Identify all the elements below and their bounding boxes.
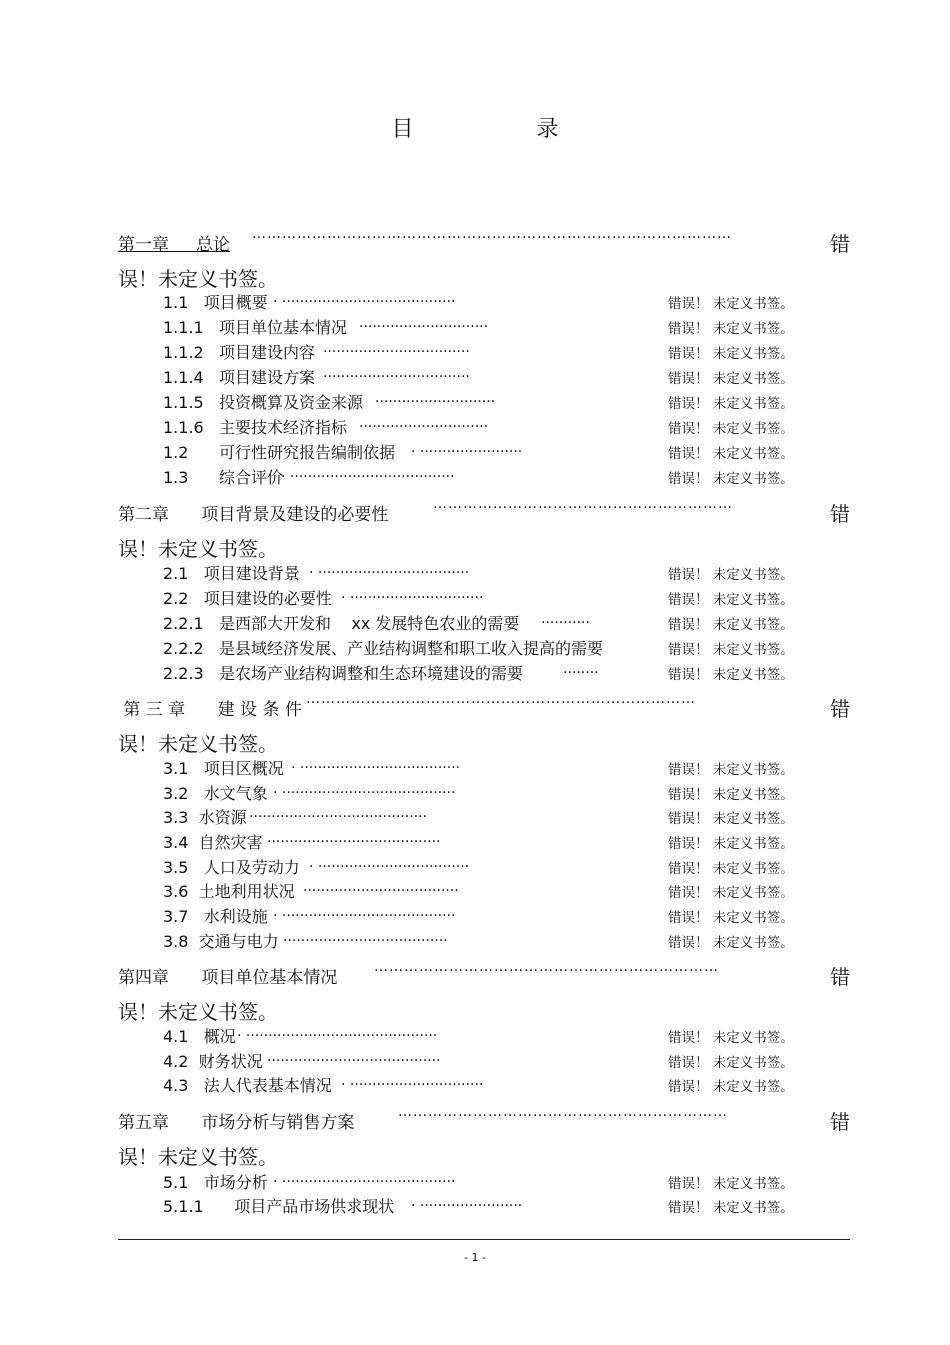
leader-dots: …………………………………………………… xyxy=(433,496,733,512)
error-text: 错 xyxy=(830,697,850,721)
error-text: 错误！ 未定义书签。 xyxy=(668,321,794,337)
leader-dots: . ........................................... xyxy=(237,1024,438,1040)
leader-dots: . .................................... xyxy=(291,756,461,772)
toc-item[interactable] xyxy=(163,561,803,583)
toc-item[interactable] xyxy=(163,440,803,462)
item-label: 2.2.1 是西部大开发和 xx 发展特色农业的需要 xyxy=(163,614,520,633)
leader-dots: . ....................................... xyxy=(273,904,456,920)
item-label: 3.1 项目区概况 xyxy=(163,759,284,778)
leader-dots: . .............................. xyxy=(341,586,484,602)
item-label: 3.4 自然灾害 xyxy=(163,833,263,852)
error-text: 误！未定义书签。 xyxy=(118,732,278,756)
leader-dots: …………………………………………………………… xyxy=(374,959,719,975)
footer-divider xyxy=(118,1239,850,1240)
error-text: 误！未定义书签。 xyxy=(118,537,278,561)
leader-dots: ............................. xyxy=(359,315,489,331)
toc-item[interactable] xyxy=(163,661,803,683)
item-label: 1.1.5 投资概算及资金来源 xyxy=(163,393,363,412)
error-text: 错误！ 未定义书签。 xyxy=(668,935,794,951)
leader-dots: . .............................. xyxy=(341,1073,484,1089)
toc-item[interactable] xyxy=(163,1170,803,1192)
item-label: 5.1 市场分析 xyxy=(163,1173,268,1192)
leader-dots: ................................... xyxy=(303,879,459,895)
error-text: 错 xyxy=(830,502,850,526)
leader-dots: ………………………………………………………… xyxy=(398,1104,728,1120)
toc-item[interactable] xyxy=(163,756,803,778)
toc-item[interactable] xyxy=(163,365,803,387)
toc-item[interactable] xyxy=(163,465,803,487)
page-title: 目 录 xyxy=(391,117,617,142)
error-text: 错误！ 未定义书签。 xyxy=(668,787,794,803)
chapter-label: 第四章 项目单位基本情况 xyxy=(118,968,338,988)
item-label: 2.2.3 是农场产业结构调整和生态环境建设的需要 xyxy=(163,664,523,683)
item-label: 3.7 水利设施 xyxy=(163,907,268,926)
error-text: 错误！ 未定义书签。 xyxy=(668,885,794,901)
item-label: 2.2.2 是县域经济发展、产业结构调整和职工收入提高的需要 xyxy=(163,639,603,658)
chapter-label: 第二章 项目背景及建设的必要性 xyxy=(118,505,389,525)
toc-item[interactable] xyxy=(163,1024,803,1046)
item-label: 3.3 水资源 xyxy=(163,808,247,827)
item-label: 2.2 项目建设的必要性 xyxy=(163,589,332,608)
toc-item[interactable] xyxy=(163,340,803,362)
toc-item[interactable] xyxy=(163,830,803,852)
error-text: 错误！ 未定义书签。 xyxy=(668,1176,794,1192)
leader-dots: . .................................. xyxy=(309,855,470,871)
toc-item[interactable] xyxy=(163,855,803,877)
toc-item[interactable] xyxy=(163,781,803,803)
leader-dots: ................................. xyxy=(323,365,470,381)
chapter-label: 第一章 总论 xyxy=(118,235,231,255)
leader-dots: …………………………………………………………………………………… xyxy=(252,226,732,242)
error-text: 错误！ 未定义书签。 xyxy=(668,346,794,362)
item-label: 2.1 项目建设背景 xyxy=(163,564,300,583)
leader-dots: ........................................ xyxy=(249,805,428,821)
toc-item[interactable] xyxy=(163,879,803,901)
item-label: 3.8 交通与电力 xyxy=(163,932,279,951)
item-label: 1.3 综合评价 xyxy=(163,468,283,487)
toc-item[interactable] xyxy=(163,290,803,312)
error-text: 错误！ 未定义书签。 xyxy=(668,471,794,487)
error-text: 错误！ 未定义书签。 xyxy=(668,910,794,926)
toc-item[interactable] xyxy=(163,1073,803,1095)
error-text: 错 xyxy=(830,965,850,989)
error-text: 错误！ 未定义书签。 xyxy=(668,811,794,827)
error-text: 误！未定义书签。 xyxy=(118,1000,278,1024)
leader-dots: ....................................... xyxy=(267,1049,441,1065)
item-label: 1.2 可行性研究报告编制依据 xyxy=(163,443,395,462)
error-text: 错 xyxy=(830,232,850,256)
leader-dots: ............................. xyxy=(359,415,489,431)
leader-dots: . ....................................... xyxy=(273,290,456,306)
error-text: 错误！ 未定义书签。 xyxy=(668,446,794,462)
toc-item[interactable] xyxy=(163,1049,803,1071)
error-text: 错误！ 未定义书签。 xyxy=(668,836,794,852)
error-text: 误！未定义书签。 xyxy=(118,267,278,291)
item-label: 4.2 财务状况 xyxy=(163,1052,263,1071)
item-label: 3.2 水文气象 xyxy=(163,784,268,803)
item-label: 1.1.2 项目建设内容 xyxy=(163,343,315,362)
toc-item[interactable] xyxy=(163,611,803,633)
toc-item[interactable] xyxy=(163,586,803,608)
toc-item[interactable] xyxy=(163,805,803,827)
toc-item[interactable] xyxy=(163,904,803,926)
leader-dots: ....................................... xyxy=(267,830,441,846)
item-label: 4.3 法人代表基本情况 xyxy=(163,1076,332,1095)
item-label: 3.6 土地利用状况 xyxy=(163,882,295,901)
leader-dots: . ....................................... xyxy=(273,1170,456,1186)
leader-dots: ..................................... xyxy=(283,929,448,945)
leader-dots: . ....................................... xyxy=(273,781,456,797)
leader-dots: ........... xyxy=(541,611,590,627)
chapter-label: 第 三 章 建 设 条 件 xyxy=(118,700,302,720)
leader-dots: . ..................................... xyxy=(281,465,455,481)
item-label: 1.1.4 项目建设方案 xyxy=(163,368,315,387)
toc-item[interactable] xyxy=(163,636,803,658)
error-text: 错误！ 未定义书签。 xyxy=(668,567,794,583)
error-text: 错误！ 未定义书签。 xyxy=(668,396,794,412)
toc-item[interactable] xyxy=(163,1194,803,1216)
leader-dots: . .................................. xyxy=(309,561,470,577)
leader-dots: . ....................... xyxy=(411,1194,523,1210)
error-text: 错误！ 未定义书签。 xyxy=(668,1200,794,1216)
error-text: 误！未定义书签。 xyxy=(118,1145,278,1169)
error-text: 错误！ 未定义书签。 xyxy=(668,371,794,387)
item-label: 1.1 项目概要 xyxy=(163,293,268,312)
leader-dots: . ....................... xyxy=(411,440,523,456)
leader-dots: ........................... xyxy=(375,390,496,406)
item-label: 5.1.1 项目产品市场供求现状 xyxy=(163,1197,395,1216)
item-label: 1.1.6 主要技术经济指标 xyxy=(163,418,347,437)
error-text: 错误！ 未定义书签。 xyxy=(668,642,794,658)
toc-item[interactable] xyxy=(163,315,803,337)
error-text: 错 xyxy=(830,1110,850,1134)
toc-item[interactable] xyxy=(163,929,803,951)
chapter-label: 第五章 市场分析与销售方案 xyxy=(118,1113,355,1133)
error-text: 错误！ 未定义书签。 xyxy=(668,421,794,437)
error-text: 错误！ 未定义书签。 xyxy=(668,762,794,778)
error-text: 错误！ 未定义书签。 xyxy=(668,617,794,633)
leader-dots: …………………………………………………………………… xyxy=(306,691,696,707)
error-text: 错误！ 未定义书签。 xyxy=(668,592,794,608)
error-text: 错误！ 未定义书签。 xyxy=(668,296,794,312)
leader-dots: ................................. xyxy=(323,340,470,356)
error-text: 错误！ 未定义书签。 xyxy=(668,667,794,683)
item-label: 4.1 概况 xyxy=(163,1027,236,1046)
page-number: - 1 - xyxy=(464,1251,486,1264)
item-label: 1.1.1 项目单位基本情况 xyxy=(163,318,347,337)
toc-item[interactable] xyxy=(163,390,803,412)
toc-item[interactable] xyxy=(163,415,803,437)
error-text: 错误！ 未定义书签。 xyxy=(668,861,794,877)
error-text: 错误！ 未定义书签。 xyxy=(668,1030,794,1046)
error-text: 错误！ 未定义书签。 xyxy=(668,1055,794,1071)
leader-dots: ........ xyxy=(563,661,599,677)
item-label: 3.5 人口及劳动力 xyxy=(163,858,300,877)
error-text: 错误！ 未定义书签。 xyxy=(668,1079,794,1095)
